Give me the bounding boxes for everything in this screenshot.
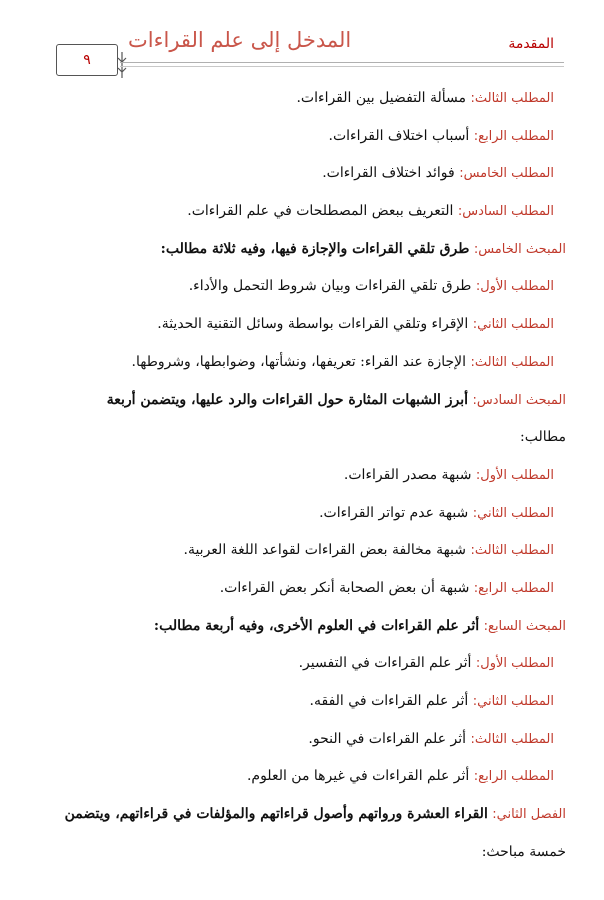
ornament-icon [116,52,128,78]
toc-line-label: المطلب الثالث: [470,543,554,559]
toc-line-text: الإجازة عند القراء: تعريفها، ونشأتها، وضوابطها، وشروطها. [131,353,467,370]
toc-line-text: شبهة مصدر القراءات. [343,466,472,483]
toc-line-text: أثر علم القراءات في غيرها من العلوم. [246,768,470,785]
toc-line-text: شبهة أن بعض الصحابة أنكر بعض القراءات. [219,579,470,596]
toc-line-text: فوائد اختلاف القراءات. [322,165,455,182]
toc-line-label: المطلب الرابع: [473,128,554,144]
header-rule-secondary [120,66,564,67]
toc-line [40,344,566,382]
toc-line [40,495,566,533]
toc-line-label: المطلب الثالث: [470,354,554,370]
toc-line [40,457,566,495]
toc-line-text: مسألة التفضيل بين القراءات. [296,90,467,106]
toc-line [40,118,566,156]
toc-line-text: أثر علم القراءات في النحو. [308,730,467,747]
toc-line-label: المطلب الرابع: [473,580,554,596]
toc-line-label: المطلب الأول: [475,279,554,295]
toc-line [40,683,566,721]
toc-line-label: المطلب الثالث: [470,731,554,747]
toc-line [40,306,566,344]
toc-line-text: أثر علم القراءات في العلوم الأخرى، وفيه أربعة مطالب: [153,617,480,634]
page-number: ٩ [83,52,91,68]
toc-line [40,570,566,608]
section-name: المقدمة [508,36,554,52]
toc-content [40,80,566,871]
toc-line [40,721,566,759]
toc-line-label: المطلب الثاني: [472,317,554,333]
toc-line-text: أسباب اختلاف القراءات. [328,127,470,144]
toc-line-text: مطالب: [520,429,566,446]
toc-line-label: المطلب الثالث: [470,91,554,106]
toc-line-text: شبهة عدم تواتر القراءات. [319,504,469,521]
toc-line-label: المطلب الثاني: [472,505,554,521]
toc-line [40,80,566,118]
toc-line-text: طرق تلقي القراءات والإجازة فيها، وفيه ثلاثة مطالب: [160,240,470,257]
toc-line-label: المطلب الخامس: [459,166,554,182]
toc-line [40,268,566,306]
toc-line-text: طرق تلقي القراءات وبيان شروط التحمل والأداء. [188,278,472,295]
toc-line-label: المطلب الثاني: [472,694,554,709]
toc-line [40,419,566,457]
toc-line [40,532,566,570]
page-header [48,22,564,76]
toc-line-text: القراء العشرة ورواتهم وأصول قراءاتهم والمؤلفات في قراءاتهم، ويتضمن [64,806,488,823]
toc-line-label: المطلب السادس: [457,204,554,220]
toc-line [40,231,566,269]
toc-line [40,834,566,872]
toc-line-text: شبهة مخالفة بعض القراءات لقواعد اللغة العربية. [183,542,467,559]
toc-line-text: التعريف ببعض المصطلحات في علم القراءات. [187,203,454,220]
toc-line [40,758,566,796]
toc-line-text: الإقراء وتلقي القراءات بواسطة وسائل التقنية الحديثة. [157,316,469,333]
book-title: المدخل إلى علم القراءات [128,28,352,52]
toc-line [40,193,566,231]
toc-line-label: المبحث الخامس: [473,241,566,257]
toc-line-label: المبحث السادس: [472,392,566,408]
toc-line [40,796,566,834]
toc-line [40,645,566,683]
toc-line [40,382,566,420]
toc-line-label: المطلب الأول: [475,656,554,672]
toc-line-label: المبحث السابع: [483,618,566,634]
page-number-box [56,44,118,76]
toc-line [40,608,566,646]
toc-line [40,155,566,193]
toc-line-text: أبرز الشبهات المثارة حول القراءات والرد عليها، ويتضمن أربعة [106,391,469,408]
toc-line-label: المطلب الأول: [475,467,554,483]
toc-line-text: أثر علم القراءات في التفسير. [298,655,472,672]
toc-line-label: الفصل الثاني: [492,807,566,823]
toc-line-text: خمسة مباحث: [481,843,566,860]
toc-line-text: أثر علم القراءات في الفقه. [309,693,469,709]
header-rule [120,62,564,63]
toc-line-label: المطلب الرابع: [473,769,554,785]
